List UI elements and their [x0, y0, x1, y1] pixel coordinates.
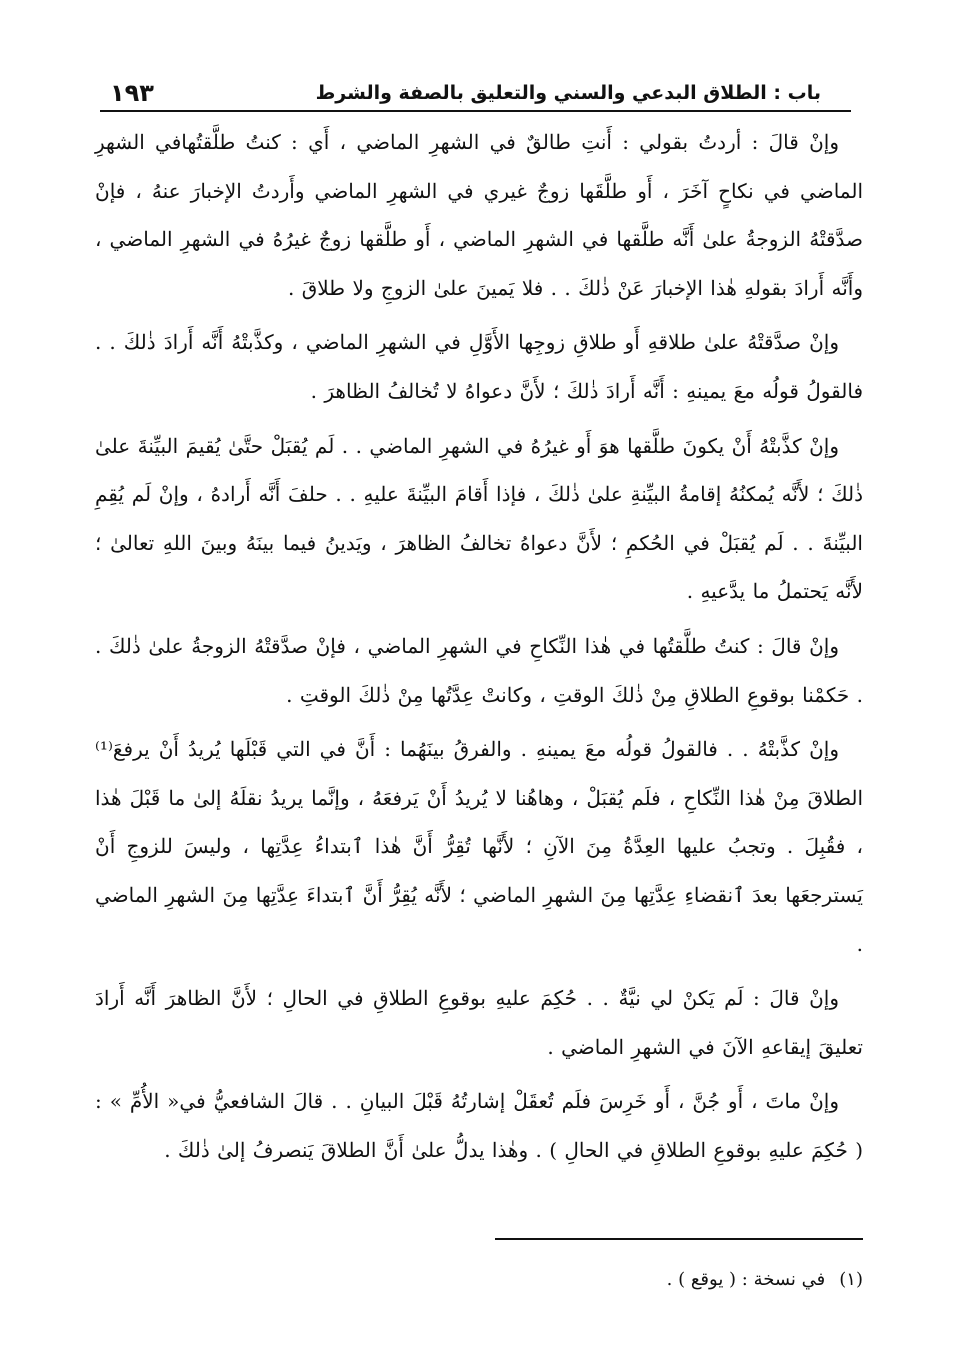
- main-text: [95, 118, 863, 1180]
- paragraph: وإنْ ماتَ ، أَو جُنَّ ، أَو خَرِسَ فلَم تُعقَلْ إشارتُهُ قَبْلَ البيانِ . . قالَ الشافعيُّ في« الأُمِّ » : ( حُكِمَ عليهِ بوقوعِ الطلاقِ في الحالِ ) . وهٰذا يدلُّ علىٰ أَنَّ الطلاقَ يَنصرفُ إلىٰ ذٰلكَ .: [95, 1089, 863, 1162]
- paragraph: وإنْ كذَّبتْهُ . . فالقولُ قولُه معَ يمينهِ . والفرقُ بينَهُما : أَنَّ في التي قَبْلَها يُريدُ أَنْ يرفعَ⁽¹⁾ الطلاقَ مِنْ هٰذا النِّكاحِ ، فلَم يُقبَلْ ، وهاهُنا لا يُريدُ أَنْ يَرفعَهُ ، وإنَّما يريدُ نقلَهُ إلىٰ ما قَبْلَ هٰذا ، فقُبِلَ . وتجبُ عليها العِدَّةُ مِنَ الآنِ ؛ لأَنَّها تُقِرُّ أَنَّ هٰذا ٱبتداءُ عِدَّتِها ، وليسَ للزوجِ أَنْ يَسترجعَها بعدَ ٱنقضاءِ عِدَّتِها مِنَ الشهرِ الماضي ؛ لأَنَّه يُقِرُّ أَنَّ ٱبتداءَ عِدَّتِها مِنَ الشهرِ الماضي .: [95, 737, 864, 956]
- paragraph: وإنْ قالَ : لَم يَكنْ لي نيَّةٌ . . حُكِمَ عليهِ بوقوعِ الطلاقِ في الحالِ ؛ لأَنَّ الظاهرَ أَنَّه أَرادَ تعليقَ إيقاعهِ الآنَ في الشهرِ الماضي .: [95, 986, 863, 1059]
- footnote-divider: [495, 1238, 863, 1240]
- paragraph: وإنْ قالَ : كنتُ طلَّقتُها في هٰذا النِّكاحِ في الشهرِ الماضي ، فإنْ صدَّقتْهُ الزوجةُ علىٰ ذٰلكَ . . حَكمْنا بوقوعِ الطلاقِ مِنْ ذٰلكَ الوقتِ ، وكانتْ عِدَّتُها مِنْ ذٰلكَ الوقتِ .: [95, 633, 863, 707]
- paragraph: وإنْ كذَّبتْهُ أَنْ يكونَ طلَّقها هوَ أَو غيرُهُ في الشهرِ الماضي . . لَم يُقبَلْ حتَّىٰ يُقيمَ البيِّنةَ علىٰ ذٰلكَ ؛ لأَنَّه يُمكنُهُ إقامةُ البيِّنةِ علىٰ ذٰلكَ ، فإذا أَقامَ البيِّنةَ عليهِ . . حلفَ أَنَّه أَرادهُ ، وإنْ لَم يُقِمِ البيِّنةَ . . لَم يُقبَلْ في الحُكمِ ؛ لأَنَّ دعواهُ تخالفُ الظاهرَ ، ويَدينُ فيما بينَهُ وبينَ اللهِ تعالىٰ ؛ لأَنَّه يَحتملُ ما يدَّعيهِ .: [95, 433, 863, 604]
- page-number: ١٩٣: [110, 79, 154, 107]
- header-divider: [100, 110, 851, 112]
- footnote-marker: (١): [839, 1269, 863, 1290]
- footnote-text: في نسخة : ( يوقع ) .: [666, 1269, 826, 1290]
- paragraph: وإنْ صدَّقتْهُ علىٰ طلاقهِ أَو طلاقِ زوجِها الأَوَّلِ في الشهرِ الماضي ، وكذَّبتْهُ أَنَّه أَرادَ ذٰلكَ . . فالقولُ قولُه معَ يمينهِ : أَنَّه أَرادَ ذٰلكَ ؛ لأَنَّ دعواهُ لا تُخالفُ الظاهرَ .: [95, 330, 863, 403]
- page-header: [110, 66, 821, 106]
- footnote: [400, 1265, 863, 1295]
- paragraph: وإنْ قالَ : أردتُ بقولي : أَنتِ طالقٌ في الشهرِ الماضي ، أَي : كنتُ طلَّقتُهافي الشهرِ الماضي في نكاحٍ آخَرَ ، أَو طلَّقَها زوجٌ غيري في الشهرِ الماضي وأَردتُ الإخبارَ عنهُ ، فإنْ صدَّقتْهُ الزوجةُ علىٰ أَنَّه طلَّقها في الشهرِ الماضي ، أَو طلَّقها زوجٌ غيرُهُ في الشهرِ الماضي ، وأَنَّه أَرادَ بقولهِ هٰذا الإخبارَ عَنْ ذٰلكَ . . فلا يَمينَ علىٰ الزوجِ ولا طلاقَ .: [95, 130, 863, 300]
- chapter-title: باب : الطلاق البدعي والسني والتعليق بالصفة والشرط: [315, 82, 821, 104]
